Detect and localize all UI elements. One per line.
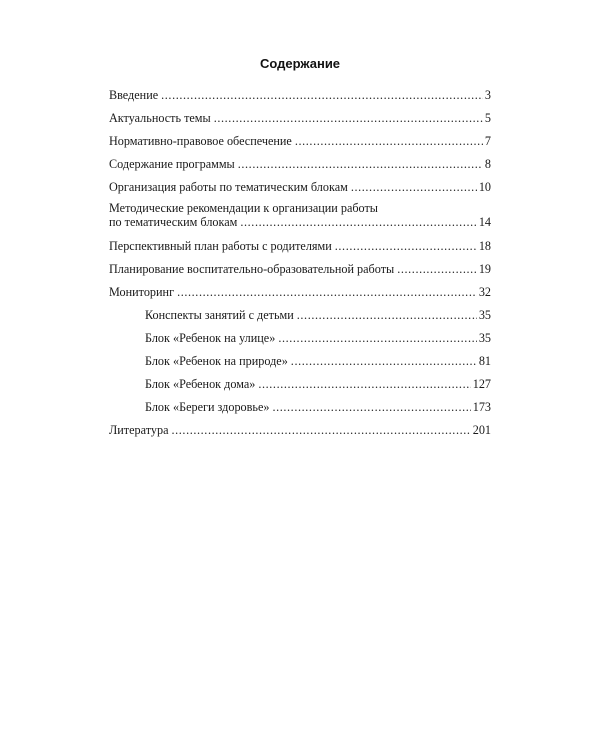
toc-entry-page: 127 [472,377,491,391]
dot-leader [240,215,476,229]
toc-entry-page: 201 [472,423,491,437]
dot-leader [291,354,477,368]
toc-entry-page: 81 [478,354,491,368]
toc-entry-block-nature[interactable] [109,354,491,368]
toc-entry-text: Нормативно-правовое обеспечение [109,134,292,148]
toc-entry-text: Блок «Ребенок на природе» [145,354,288,368]
toc-entry-text: Конспекты занятий с детьми [145,308,294,322]
table-of-contents [109,88,491,445]
toc-entry-block-health[interactable] [109,400,491,414]
toc-entry-page: 7 [484,134,491,148]
toc-entry-page: 19 [478,262,491,276]
toc-entry-lesson-notes[interactable] [109,308,491,322]
toc-entry-relevance[interactable] [109,111,491,125]
dot-leader [351,180,477,194]
toc-entry-program-content[interactable] [109,157,491,171]
toc-entry-block-street[interactable] [109,331,491,345]
toc-entry-parents-plan[interactable] [109,239,491,253]
toc-entry-text: Организация работы по тематическим блокам [109,180,348,194]
toc-title: Содержание [259,56,341,71]
toc-entry-text-line1: Методические рекомендации к организации работы [109,201,378,215]
toc-entry-page: 32 [478,285,491,299]
toc-entry-text: Перспективный план работы с родителями [109,239,332,253]
dot-leader [272,400,470,414]
toc-entry-introduction[interactable] [109,88,491,102]
dot-leader [258,377,470,391]
toc-entry-text-line2: по тематическим блокам [109,215,238,229]
toc-entry-monitoring[interactable] [109,285,491,299]
dot-leader [397,262,477,276]
dot-leader [295,134,483,148]
dot-leader [278,331,477,345]
dot-leader [297,308,477,322]
toc-entry-text: Блок «Ребенок на улице» [145,331,276,345]
toc-entry-methodology[interactable] [109,201,491,229]
dot-leader [171,423,470,437]
toc-entry-organization[interactable] [109,180,491,194]
toc-entry-page: 14 [478,215,491,229]
dot-leader [238,157,483,171]
toc-entry-text: Блок «Ребенок дома» [145,377,256,391]
toc-entry-text: Блок «Береги здоровье» [145,400,270,414]
toc-entry-page: 10 [478,180,491,194]
toc-entry-page: 8 [484,157,491,171]
toc-entry-literature[interactable] [109,423,491,437]
toc-entry-page: 18 [478,239,491,253]
toc-entry-text: Литература [109,423,169,437]
toc-entry-page: 35 [478,308,491,322]
dot-leader [335,239,477,253]
toc-entry-text: Актуальность темы [109,111,211,125]
toc-entry-page: 5 [484,111,491,125]
toc-entry-text: Мониторинг [109,285,175,299]
dot-leader [177,285,477,299]
toc-entry-page: 3 [484,88,491,102]
toc-entry-block-home[interactable] [109,377,491,391]
dot-leader [161,88,483,102]
toc-entry-planning[interactable] [109,262,491,276]
toc-entry-page: 35 [478,331,491,345]
dot-leader [214,111,483,125]
toc-entry-text: Планирование воспитательно-образовательной работы [109,262,395,276]
toc-entry-page: 173 [472,400,491,414]
toc-entry-text: Введение [109,88,159,102]
toc-entry-text: Содержание программы [109,157,235,171]
toc-entry-legal[interactable] [109,134,491,148]
